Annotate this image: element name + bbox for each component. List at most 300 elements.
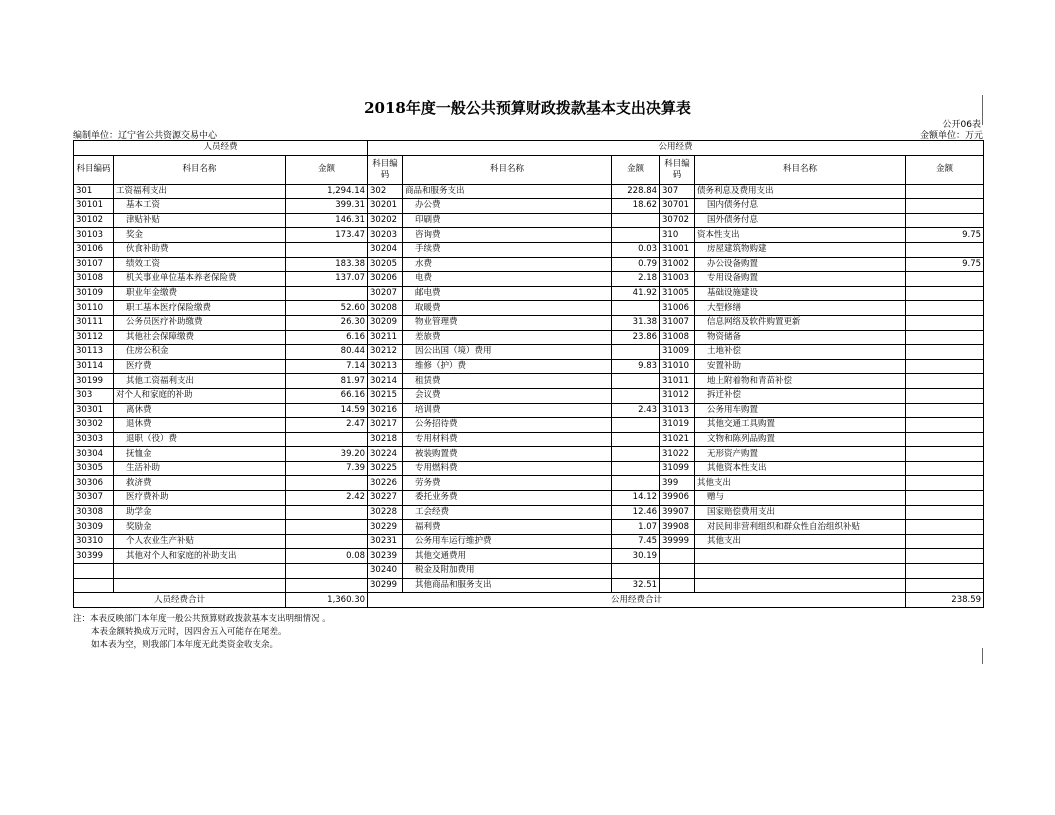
personnel-amount-cell [286, 432, 368, 447]
public-amount-cell [612, 345, 660, 360]
public-name-cell: 培训费 [403, 403, 612, 418]
personnel-name-cell: 其他社会保障缴费 [114, 330, 286, 345]
personnel-name-cell: 医疗费 [114, 359, 286, 374]
public-code-cell [660, 564, 695, 579]
note-line: 注：本表反映部门本年度一般公共预算财政拨款基本支出明细情况 。 [73, 614, 331, 624]
public-code-cell: 31008 [660, 330, 695, 345]
public-amount-cell: 12.46 [612, 505, 660, 520]
public-name-cell: 劳务费 [403, 476, 612, 491]
personnel-amount-cell: 6.16 [286, 330, 368, 345]
public-amount-cell: 7.45 [612, 534, 660, 549]
public-amount-cell [906, 272, 984, 287]
personnel-amount-cell: 146.31 [286, 213, 368, 228]
personnel-code-cell: 30114 [74, 359, 114, 374]
public-name-cell: 因公出国（境）费用 [403, 345, 612, 360]
public-code-cell: 30702 [660, 213, 695, 228]
public-code-cell: 31002 [660, 257, 695, 272]
table-row [74, 213, 984, 228]
total-personnel-label: 人员经费合计 [74, 593, 286, 608]
personnel-amount-cell: 7.39 [286, 461, 368, 476]
personnel-amount-cell: 183.38 [286, 257, 368, 272]
col-amount-header: 金额 [612, 155, 660, 184]
table-row [74, 315, 984, 330]
table-row [74, 564, 984, 579]
public-code-cell: 30208 [368, 301, 403, 316]
public-code-cell: 30212 [368, 345, 403, 360]
table-row [74, 534, 984, 549]
public-name-cell: 委托业务费 [403, 491, 612, 506]
public-code-cell: 30203 [368, 228, 403, 243]
public-name-cell: 安置补助 [695, 359, 906, 374]
personnel-name-cell: 住房公积金 [114, 345, 286, 360]
total-public-label: 公用经费合计 [368, 593, 906, 608]
public-name-cell: 邮电费 [403, 286, 612, 301]
public-amount-cell [612, 461, 660, 476]
col-code-header: 科目编码 [74, 155, 114, 184]
personnel-name-cell: 伙食补助费 [114, 242, 286, 257]
public-name-cell: 其他支出 [695, 534, 906, 549]
public-name-cell: 物资储备 [695, 330, 906, 345]
personnel-amount-cell: 1,294.14 [286, 184, 368, 199]
personnel-code-cell: 30110 [74, 301, 114, 316]
personnel-code-cell: 30304 [74, 447, 114, 462]
section-personnel: 人员经费 [74, 141, 368, 156]
public-amount-cell [906, 578, 984, 593]
public-name-cell: 其他商品和服务支出 [403, 578, 612, 593]
public-amount-cell [906, 447, 984, 462]
public-code-cell: 30227 [368, 491, 403, 506]
public-amount-cell: 2.18 [612, 272, 660, 287]
section-header-row [74, 141, 984, 156]
public-code-cell: 30299 [368, 578, 403, 593]
personnel-name-cell: 退休费 [114, 418, 286, 433]
public-name-cell: 文物和陈列品购置 [695, 432, 906, 447]
public-name-cell: 土地补偿 [695, 345, 906, 360]
right-margin-mark-bottom [982, 648, 983, 664]
public-code-cell: 31011 [660, 374, 695, 389]
personnel-code-cell: 301 [74, 184, 114, 199]
personnel-name-cell: 工资福利支出 [114, 184, 286, 199]
public-name-cell [695, 549, 906, 564]
public-name-cell: 其他资本性支出 [695, 461, 906, 476]
table-row [74, 242, 984, 257]
public-name-cell: 专用设备购置 [695, 272, 906, 287]
public-name-cell: 专用燃料费 [403, 461, 612, 476]
public-amount-cell: 31.38 [612, 315, 660, 330]
table-row [74, 374, 984, 389]
total-row [74, 593, 984, 608]
table-row [74, 549, 984, 564]
personnel-name-cell: 退职（役）费 [114, 432, 286, 447]
personnel-name-cell: 职业年金缴费 [114, 286, 286, 301]
public-name-cell: 商品和服务支出 [403, 184, 612, 199]
table-row [74, 257, 984, 272]
public-amount-cell: 9.75 [906, 228, 984, 243]
personnel-amount-cell: 81.97 [286, 374, 368, 389]
public-code-cell: 30231 [368, 534, 403, 549]
public-amount-cell: 9.75 [906, 257, 984, 272]
personnel-name-cell: 绩效工资 [114, 257, 286, 272]
table-row [74, 272, 984, 287]
personnel-name-cell: 对个人和家庭的补助 [114, 388, 286, 403]
public-amount-cell [906, 330, 984, 345]
personnel-amount-cell: 39.20 [286, 447, 368, 462]
table-row [74, 520, 984, 535]
public-name-cell: 公务用车购置 [695, 403, 906, 418]
public-code-cell: 30239 [368, 549, 403, 564]
public-code-cell: 30213 [368, 359, 403, 374]
public-name-cell: 咨询费 [403, 228, 612, 243]
public-code-cell: 30211 [368, 330, 403, 345]
currency-unit: 金额单位：万元 [919, 131, 983, 141]
public-name-cell: 大型修缮 [695, 301, 906, 316]
public-code-cell: 30215 [368, 388, 403, 403]
personnel-code-cell: 30107 [74, 257, 114, 272]
public-amount-cell: 23.86 [612, 330, 660, 345]
public-code-cell: 31099 [660, 461, 695, 476]
personnel-name-cell: 抚恤金 [114, 447, 286, 462]
public-amount-cell: 9.83 [612, 359, 660, 374]
public-code-cell: 30205 [368, 257, 403, 272]
public-code-cell: 30240 [368, 564, 403, 579]
public-code-cell: 31021 [660, 432, 695, 447]
public-name-cell: 手续费 [403, 242, 612, 257]
public-amount-cell [906, 432, 984, 447]
public-amount-cell [906, 461, 984, 476]
public-code-cell: 302 [368, 184, 403, 199]
public-name-cell: 被装购置费 [403, 447, 612, 462]
public-amount-cell [906, 418, 984, 433]
public-amount-cell [612, 213, 660, 228]
column-header-row [74, 155, 984, 184]
personnel-name-cell: 奖励金 [114, 520, 286, 535]
public-amount-cell: 14.12 [612, 491, 660, 506]
public-name-cell: 债务利息及费用支出 [695, 184, 906, 199]
col-code-header: 科目编码 [368, 155, 403, 184]
public-name-cell: 取暖费 [403, 301, 612, 316]
public-code-cell: 30216 [368, 403, 403, 418]
col-name-header: 科目名称 [114, 155, 286, 184]
table-row [74, 330, 984, 345]
public-amount-cell: 41.92 [612, 286, 660, 301]
public-code-cell: 30207 [368, 286, 403, 301]
public-name-cell: 租赁费 [403, 374, 612, 389]
table-row [74, 461, 984, 476]
table-row [74, 286, 984, 301]
public-code-cell: 307 [660, 184, 695, 199]
public-code-cell: 31010 [660, 359, 695, 374]
public-amount-cell: 0.79 [612, 257, 660, 272]
public-amount-cell [906, 184, 984, 199]
personnel-amount-cell: 7.14 [286, 359, 368, 374]
public-code-cell: 31013 [660, 403, 695, 418]
public-amount-cell [906, 213, 984, 228]
personnel-code-cell: 30301 [74, 403, 114, 418]
personnel-name-cell: 公务员医疗补助缴费 [114, 315, 286, 330]
public-code-cell: 399 [660, 476, 695, 491]
public-code-cell: 31007 [660, 315, 695, 330]
public-name-cell: 房屋建筑物购建 [695, 242, 906, 257]
public-code-cell: 31003 [660, 272, 695, 287]
personnel-amount-cell: 80.44 [286, 345, 368, 360]
note-line: 本表金额转换成万元时，因四舍五入可能存在尾差。 [91, 627, 287, 637]
personnel-name-cell: 离休费 [114, 403, 286, 418]
public-amount-cell [906, 476, 984, 491]
public-name-cell: 其他支出 [695, 476, 906, 491]
personnel-name-cell: 个人农业生产补贴 [114, 534, 286, 549]
personnel-amount-cell: 173.47 [286, 228, 368, 243]
personnel-code-cell: 303 [74, 388, 114, 403]
public-amount-cell [906, 403, 984, 418]
public-amount-cell [906, 491, 984, 506]
public-code-cell: 31001 [660, 242, 695, 257]
personnel-code-cell: 30112 [74, 330, 114, 345]
personnel-amount-cell [286, 564, 368, 579]
public-name-cell: 维修（护）费 [403, 359, 612, 374]
public-name-cell: 基础设施建设 [695, 286, 906, 301]
public-name-cell: 拆迁补偿 [695, 388, 906, 403]
page-title: 2018年度一般公共预算财政拨款基本支出决算表 [364, 99, 691, 117]
public-code-cell: 31009 [660, 345, 695, 360]
public-name-cell: 工会经费 [403, 505, 612, 520]
public-amount-cell: 228.84 [612, 184, 660, 199]
table-row [74, 345, 984, 360]
public-amount-cell [906, 301, 984, 316]
public-name-cell: 办公费 [403, 199, 612, 214]
public-name-cell: 专用材料费 [403, 432, 612, 447]
public-name-cell: 无形资产购置 [695, 447, 906, 462]
personnel-name-cell: 基本工资 [114, 199, 286, 214]
public-code-cell [660, 578, 695, 593]
public-code-cell: 30701 [660, 199, 695, 214]
public-amount-cell [906, 388, 984, 403]
public-code-cell: 310 [660, 228, 695, 243]
personnel-name-cell: 津贴补贴 [114, 213, 286, 228]
public-amount-cell: 0.03 [612, 242, 660, 257]
public-code-cell: 30218 [368, 432, 403, 447]
personnel-name-cell: 奖金 [114, 228, 286, 243]
personnel-name-cell: 医疗费补助 [114, 491, 286, 506]
public-name-cell: 国外债务付息 [695, 213, 906, 228]
public-name-cell: 物业管理费 [403, 315, 612, 330]
public-code-cell: 30201 [368, 199, 403, 214]
public-code-cell: 30217 [368, 418, 403, 433]
public-amount-cell [906, 242, 984, 257]
public-code-cell: 30229 [368, 520, 403, 535]
personnel-amount-cell [286, 520, 368, 535]
table-row [74, 301, 984, 316]
personnel-amount-cell: 26.30 [286, 315, 368, 330]
personnel-code-cell: 30303 [74, 432, 114, 447]
public-amount-cell [906, 549, 984, 564]
personnel-name-cell: 职工基本医疗保险缴费 [114, 301, 286, 316]
public-amount-cell [612, 228, 660, 243]
public-code-cell: 30228 [368, 505, 403, 520]
public-code-cell: 30206 [368, 272, 403, 287]
public-name-cell: 国家赔偿费用支出 [695, 505, 906, 520]
personnel-amount-cell: 0.08 [286, 549, 368, 564]
personnel-amount-cell: 14.59 [286, 403, 368, 418]
public-amount-cell [612, 476, 660, 491]
note-line: 如本表为空，则我部门本年度无此类资金收支余。 [91, 640, 279, 650]
total-public-amount: 238.59 [906, 593, 984, 608]
public-name-cell: 地上附着物和青苗补偿 [695, 374, 906, 389]
public-code-cell: 31012 [660, 388, 695, 403]
public-amount-cell: 18.62 [612, 199, 660, 214]
personnel-code-cell: 30102 [74, 213, 114, 228]
public-code-cell: 30209 [368, 315, 403, 330]
personnel-code-cell: 30109 [74, 286, 114, 301]
personnel-code-cell: 30111 [74, 315, 114, 330]
public-name-cell: 公务用车运行维护费 [403, 534, 612, 549]
public-amount-cell [906, 286, 984, 301]
personnel-amount-cell [286, 534, 368, 549]
public-code-cell: 31019 [660, 418, 695, 433]
col-name-header: 科目名称 [403, 155, 612, 184]
public-amount-cell [612, 432, 660, 447]
personnel-name-cell [114, 564, 286, 579]
personnel-name-cell: 其他工资福利支出 [114, 374, 286, 389]
public-name-cell: 信息网络及软件购置更新 [695, 315, 906, 330]
public-name-cell: 其他交通工具购置 [695, 418, 906, 433]
public-name-cell: 办公设备购置 [695, 257, 906, 272]
public-name-cell: 对民间非营利组织和群众性自治组织补贴 [695, 520, 906, 535]
public-amount-cell [612, 388, 660, 403]
personnel-code-cell: 30307 [74, 491, 114, 506]
public-amount-cell [906, 534, 984, 549]
personnel-code-cell: 30305 [74, 461, 114, 476]
personnel-code-cell: 30310 [74, 534, 114, 549]
personnel-code-cell [74, 578, 114, 593]
personnel-name-cell [114, 578, 286, 593]
section-public: 公用经费 [368, 141, 984, 156]
public-name-cell [695, 578, 906, 593]
personnel-code-cell: 30306 [74, 476, 114, 491]
table-row [74, 403, 984, 418]
table-row [74, 228, 984, 243]
personnel-amount-cell [286, 505, 368, 520]
personnel-name-cell: 机关事业单位基本养老保险费 [114, 272, 286, 287]
form-number: 公开06表 [942, 120, 981, 130]
public-code-cell: 39907 [660, 505, 695, 520]
personnel-code-cell [74, 564, 114, 579]
col-code-header: 科目编码 [660, 155, 695, 184]
public-name-cell: 国内债务付息 [695, 199, 906, 214]
public-amount-cell: 1.07 [612, 520, 660, 535]
public-code-cell: 30225 [368, 461, 403, 476]
public-amount-cell [612, 374, 660, 389]
org-unit: 编制单位：辽宁省公共资源交易中心 [73, 131, 218, 141]
total-personnel-amount: 1,360.30 [286, 593, 368, 608]
public-code-cell: 39908 [660, 520, 695, 535]
personnel-name-cell: 助学金 [114, 505, 286, 520]
public-code-cell: 30204 [368, 242, 403, 257]
expenditure-table [73, 140, 984, 608]
public-amount-cell [906, 345, 984, 360]
public-name-cell: 电费 [403, 272, 612, 287]
public-amount-cell [612, 301, 660, 316]
table-row [74, 184, 984, 199]
public-amount-cell [906, 374, 984, 389]
public-name-cell: 印刷费 [403, 213, 612, 228]
table-row [74, 199, 984, 214]
col-name-header: 科目名称 [695, 155, 906, 184]
table-row [74, 447, 984, 462]
personnel-amount-cell: 137.07 [286, 272, 368, 287]
personnel-code-cell: 30101 [74, 199, 114, 214]
public-code-cell [660, 549, 695, 564]
public-name-cell: 税金及附加费用 [403, 564, 612, 579]
personnel-amount-cell [286, 476, 368, 491]
personnel-code-cell: 30399 [74, 549, 114, 564]
public-code-cell: 31005 [660, 286, 695, 301]
public-code-cell: 30226 [368, 476, 403, 491]
table-row [74, 491, 984, 506]
personnel-amount-cell: 2.47 [286, 418, 368, 433]
table-row [74, 505, 984, 520]
public-amount-cell [612, 418, 660, 433]
table-row [74, 476, 984, 491]
personnel-amount-cell: 52.60 [286, 301, 368, 316]
personnel-code-cell: 30106 [74, 242, 114, 257]
personnel-name-cell: 生活补助 [114, 461, 286, 476]
public-name-cell: 其他交通费用 [403, 549, 612, 564]
public-amount-cell [906, 359, 984, 374]
table-row [74, 578, 984, 593]
col-amount-header: 金额 [286, 155, 368, 184]
col-amount-header: 金额 [906, 155, 984, 184]
table-row [74, 388, 984, 403]
public-amount-cell [906, 315, 984, 330]
personnel-code-cell: 30302 [74, 418, 114, 433]
public-amount-cell [906, 520, 984, 535]
public-name-cell: 公务招待费 [403, 418, 612, 433]
personnel-amount-cell: 66.16 [286, 388, 368, 403]
personnel-amount-cell [286, 242, 368, 257]
table-row [74, 359, 984, 374]
public-code-cell: 30214 [368, 374, 403, 389]
public-amount-cell [612, 564, 660, 579]
public-name-cell [695, 564, 906, 579]
personnel-code-cell: 30113 [74, 345, 114, 360]
public-name-cell: 水费 [403, 257, 612, 272]
public-amount-cell [612, 447, 660, 462]
personnel-code-cell: 30108 [74, 272, 114, 287]
personnel-name-cell: 救济费 [114, 476, 286, 491]
personnel-amount-cell [286, 578, 368, 593]
public-code-cell: 30224 [368, 447, 403, 462]
public-name-cell: 福利费 [403, 520, 612, 535]
table-row [74, 418, 984, 433]
personnel-amount-cell: 2.42 [286, 491, 368, 506]
personnel-amount-cell [286, 286, 368, 301]
public-code-cell: 31006 [660, 301, 695, 316]
table-row [74, 432, 984, 447]
public-code-cell: 39906 [660, 491, 695, 506]
public-name-cell: 资本性支出 [695, 228, 906, 243]
personnel-code-cell: 30309 [74, 520, 114, 535]
public-amount-cell [906, 564, 984, 579]
personnel-code-cell: 30103 [74, 228, 114, 243]
notes [73, 613, 331, 652]
personnel-code-cell: 30308 [74, 505, 114, 520]
personnel-amount-cell: 399.31 [286, 199, 368, 214]
public-name-cell: 差旅费 [403, 330, 612, 345]
public-code-cell: 31022 [660, 447, 695, 462]
public-name-cell: 赠与 [695, 491, 906, 506]
public-name-cell: 会议费 [403, 388, 612, 403]
public-amount-cell: 2.43 [612, 403, 660, 418]
